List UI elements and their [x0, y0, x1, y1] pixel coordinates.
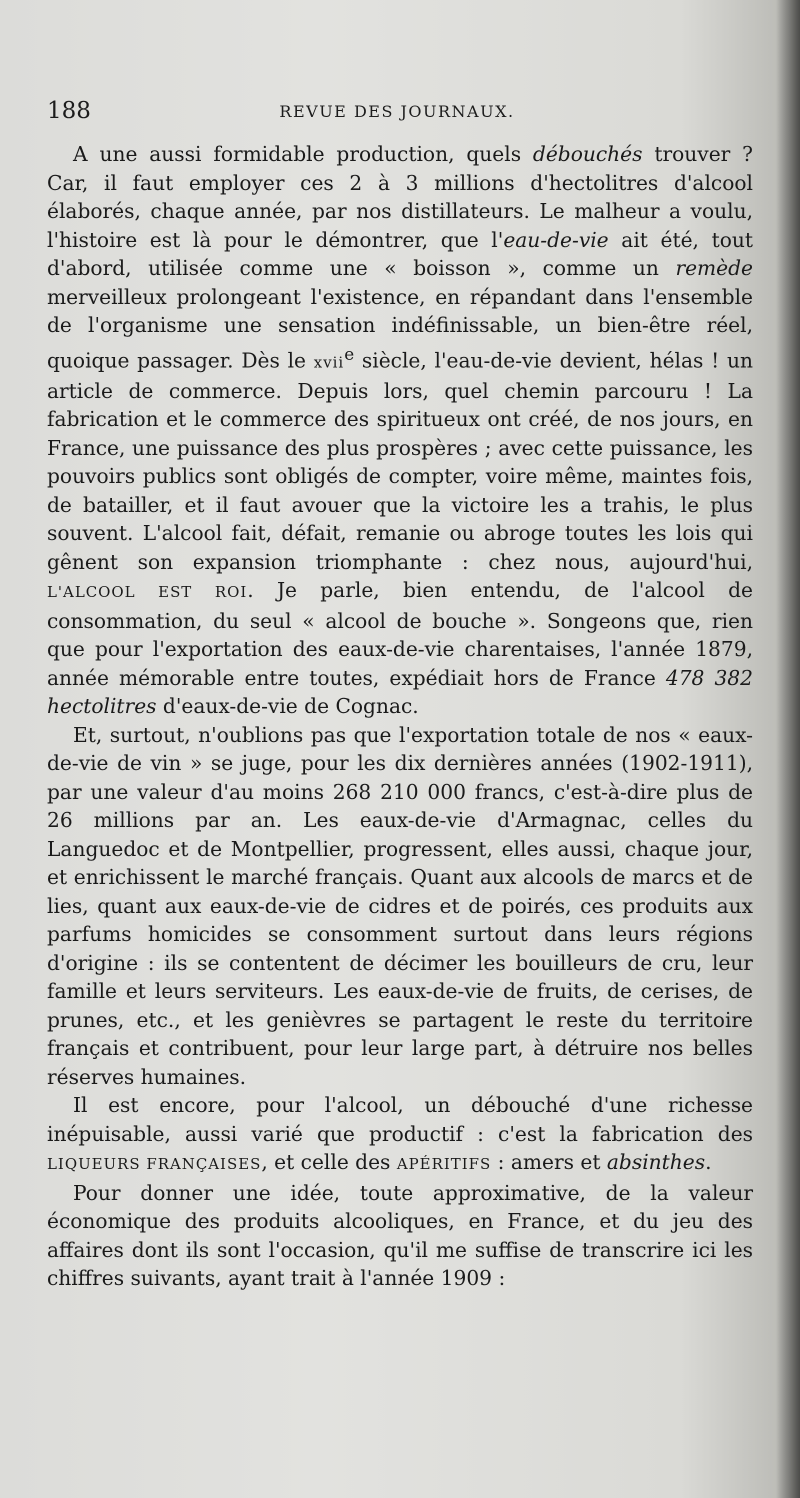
text-run: A une aussi formidable production, quels [73, 142, 533, 166]
paragraph-2: Et, surtout, n'oublions pas que l'exportation totale de nos « eaux-de-vie de vin » se juge, pour les dix dernières années (1902-1911), par une valeur d'au moins 268 210 000 francs, c'est-à-dire plus de 26 millions par an. Les eaux-de-vie d'Armagnac, celles du Languedoc et de Montpellier, progressent, elles aussi, chaque jour, et enrichissent le marché français. Quant aux alcools de marcs et de lies, quant aux eaux-de-vie de cidres et de poirés, ces produits aux parfums homicides se consomment surtout dans leurs régions d'origine : ils se contentent de décimer les bouilleurs de cru, leur famille et leurs serviteurs. Les eaux-de-vie de fruits, de cerises, de prunes, etc., et les genièvres se partagent le reste du territoire français et contribuent, pour leur large part, à détruire nos belles réserves humaines. [47, 722, 753, 1089]
italic-debouches: débouchés [532, 142, 643, 166]
page-header [47, 98, 747, 128]
italic-hectolitres: 478 382 hectolitres [47, 665, 753, 719]
paragraph-3 [47, 1091, 753, 1179]
italic-absinthes: absinthes [606, 1150, 706, 1175]
text-run: : amers et [491, 1150, 607, 1175]
page-number: 188 [47, 98, 91, 124]
paragraph-1 [47, 140, 753, 721]
running-head: REVUE DES JOURNAUX. [279, 102, 515, 121]
century-superscript: e [344, 343, 355, 364]
scan-edge-shadow [776, 0, 800, 1498]
smallcaps-alcool-est-roi: L'ALCOOL EST ROI [47, 583, 248, 602]
text-run: ait été, tout d'abord, utilisée comme une « boisson », comme un [47, 227, 753, 280]
text-run: Il est encore, pour l'alcool, un débouché d'une richesse inépuisable, aussi varié que productif : c'est la fabrication des [47, 1093, 753, 1146]
text-run: . Je parle, bien entendu, de l'alcool de consommation, du seul « alcool de bouche ». Songeons que, rien que pour l'exportation des eaux-de-vie charentaises, l'année 1879, année mémorable entre toutes, expédiait hors de France [47, 578, 753, 690]
italic-eau-de-vie: eau-de-vie [503, 227, 609, 252]
text-run: , et celle des [261, 1150, 397, 1175]
text-run: d'eaux-de-vie de Cognac. [156, 694, 419, 719]
text-run: . [705, 1150, 712, 1175]
smallcaps-aperitifs: APÉRITIFS [396, 1155, 492, 1174]
text-run: trouver ? Car, il faut employer ces 2 à 3 millions d'hectolitres d'alcool élaborés, chaque année, par nos distillateurs. Le malheur a voulu, l'histoire est là pour le démontrer, que l' [47, 142, 753, 252]
body-text [47, 140, 753, 1293]
text-run: merveilleux prolongeant l'existence, en répandant dans l'ensemble de l'organisme une sensation indéfinissable, un bien-être réel, quoique passager. Dès le [47, 284, 753, 373]
smallcaps-liqueurs: LIQUEURS FRANÇAISES [47, 1155, 262, 1174]
paragraph-4: Pour donner une idée, toute approximative, de la valeur économique des produits alcooliques, en France, et du jeu des affaires dont ils sont l'occasion, qu'il me suffise de transcrire ici les chiffres suivants, ayant trait à l'année 1909 : [47, 1180, 753, 1291]
italic-remede: remède [675, 256, 753, 280]
century-numeral: xvii [313, 353, 345, 372]
text-run: siècle, l'eau-de-vie devient, hélas ! un article de commerce. Depuis lors, quel chemin parcouru ! La fabrication et le commerce des spiritueux ont créé, de nos jours, en France, une puissance des plus prospères ; avec cette puissance, les pouvoirs publics sont obligés de compter, voire même, maintes fois, de batailler, et il faut avouer que la victoire les a trahis, le plus souvent. L'alcool fait, défait, remanie ou abroge toutes les lois qui gênent son expansion triomphante : chez nous, aujourd'hui, [47, 348, 754, 574]
